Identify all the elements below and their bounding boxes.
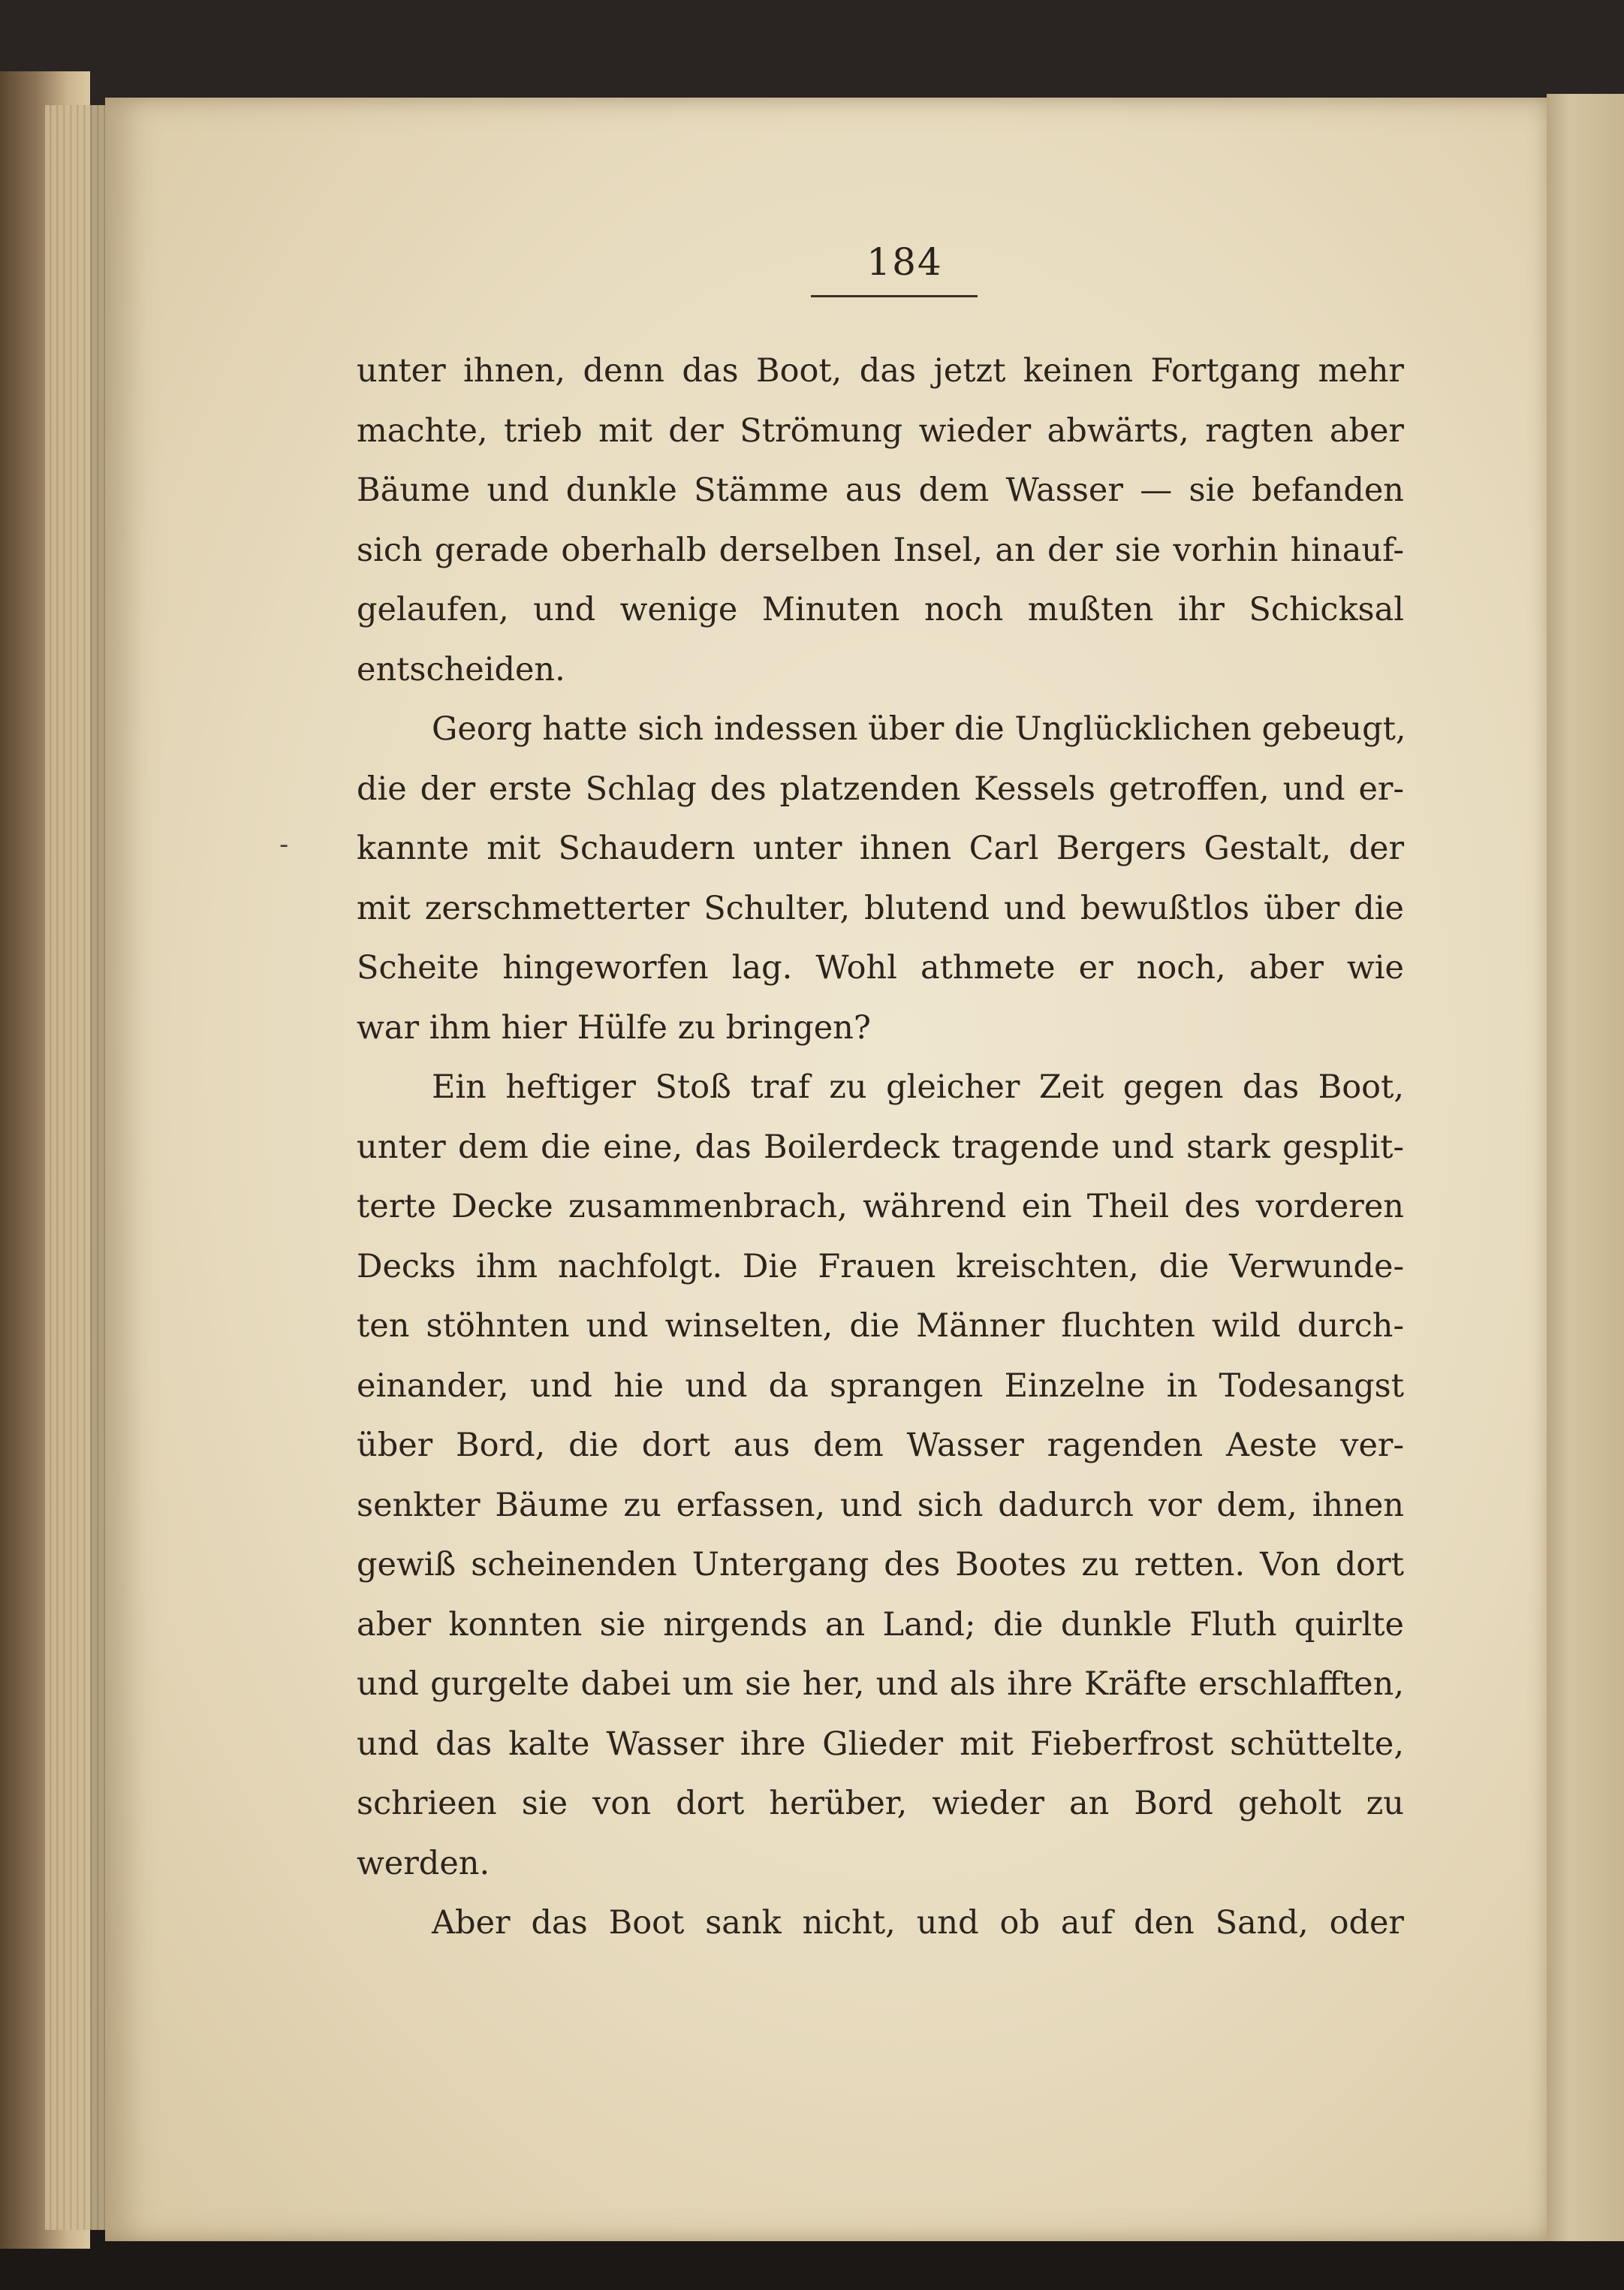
page-number: 184: [866, 240, 943, 284]
text-line: werden.: [357, 1844, 490, 1882]
margin-dash-mark: -: [279, 830, 289, 860]
text-line: entscheiden.: [357, 650, 565, 689]
text-line: Ein heftiger Stoß traf zu gleicher Zeit gegen das Boot,: [432, 1068, 1404, 1106]
text-line: war ihm hier Hülfe zu bringen?: [357, 1008, 871, 1047]
text-line: und gurgelte dabei um sie her, und als ihre Kräfte erschlafften,: [357, 1665, 1404, 1703]
text-line: unter ihnen, denn das Boot, das jetzt keinen Fortgang mehr: [357, 352, 1404, 390]
text-line: Bäume und dunkle Stämme aus dem Wasser — sie befanden: [357, 472, 1404, 509]
body-text: [357, 342, 1404, 1954]
text-line: machte, trieb mit der Strömung wieder abwärts, ragten aber: [357, 411, 1404, 450]
text-line: und das kalte Wasser ihre Glieder mit Fieberfrost schüttelte,: [357, 1725, 1404, 1763]
text-line: Scheite hingeworfen lag. Wohl athmete er noch, aber wie: [357, 949, 1404, 987]
text-line: Aber das Boot sank nicht, und ob auf den Sand, oder: [432, 1904, 1404, 1942]
text-line: mit zerschmetterter Schulter, blutend und bewußtlos über die: [357, 889, 1404, 927]
text-line: unter dem die eine, das Boilerdeck tragende und stark gesplit-: [357, 1128, 1404, 1166]
text-line: gelaufen, und wenige Minuten noch mußten ihr Schicksal: [357, 591, 1404, 628]
facing-page-edge: [1547, 94, 1624, 2241]
text-line: die der erste Schlag des platzenden Kessels getroffen, und er-: [357, 770, 1404, 808]
text-line: gewiß scheinenden Untergang des Bootes zu retten. Von dort: [357, 1546, 1404, 1583]
page-number-rule: [811, 295, 978, 297]
text-line: kannte mit Schaudern unter ihnen Carl Bergers Gestalt, der: [357, 830, 1404, 867]
text-line: aber konnten sie nirgends an Land; die dunkle Fluth quirlte: [357, 1605, 1404, 1644]
text-line: ten stöhnten und winselten, die Männer fluchten wild durch-: [357, 1307, 1404, 1345]
text-line: senkter Bäume zu erfassen, und sich dadurch vor dem, ihnen: [357, 1486, 1404, 1524]
text-line: sich gerade oberhalb derselben Insel, an der sie vorhin hinauf-: [357, 531, 1404, 569]
text-line: terte Decke zusammenbrach, während ein Theil des vorderen: [357, 1188, 1404, 1225]
text-line: über Bord, die dort aus dem Wasser ragenden Aeste ver-: [357, 1427, 1404, 1464]
text-line: einander, und hie und da sprangen Einzelne in Todesangst: [357, 1366, 1404, 1405]
text-line: schrieen sie von dort herüber, wieder an Bord geholt zu: [357, 1785, 1404, 1822]
text-line: Decks ihm nachfolgt. Die Frauen kreischten, die Verwunde-: [357, 1247, 1404, 1285]
text-line: Georg hatte sich indessen über die Unglücklichen gebeugt,: [432, 710, 1406, 748]
